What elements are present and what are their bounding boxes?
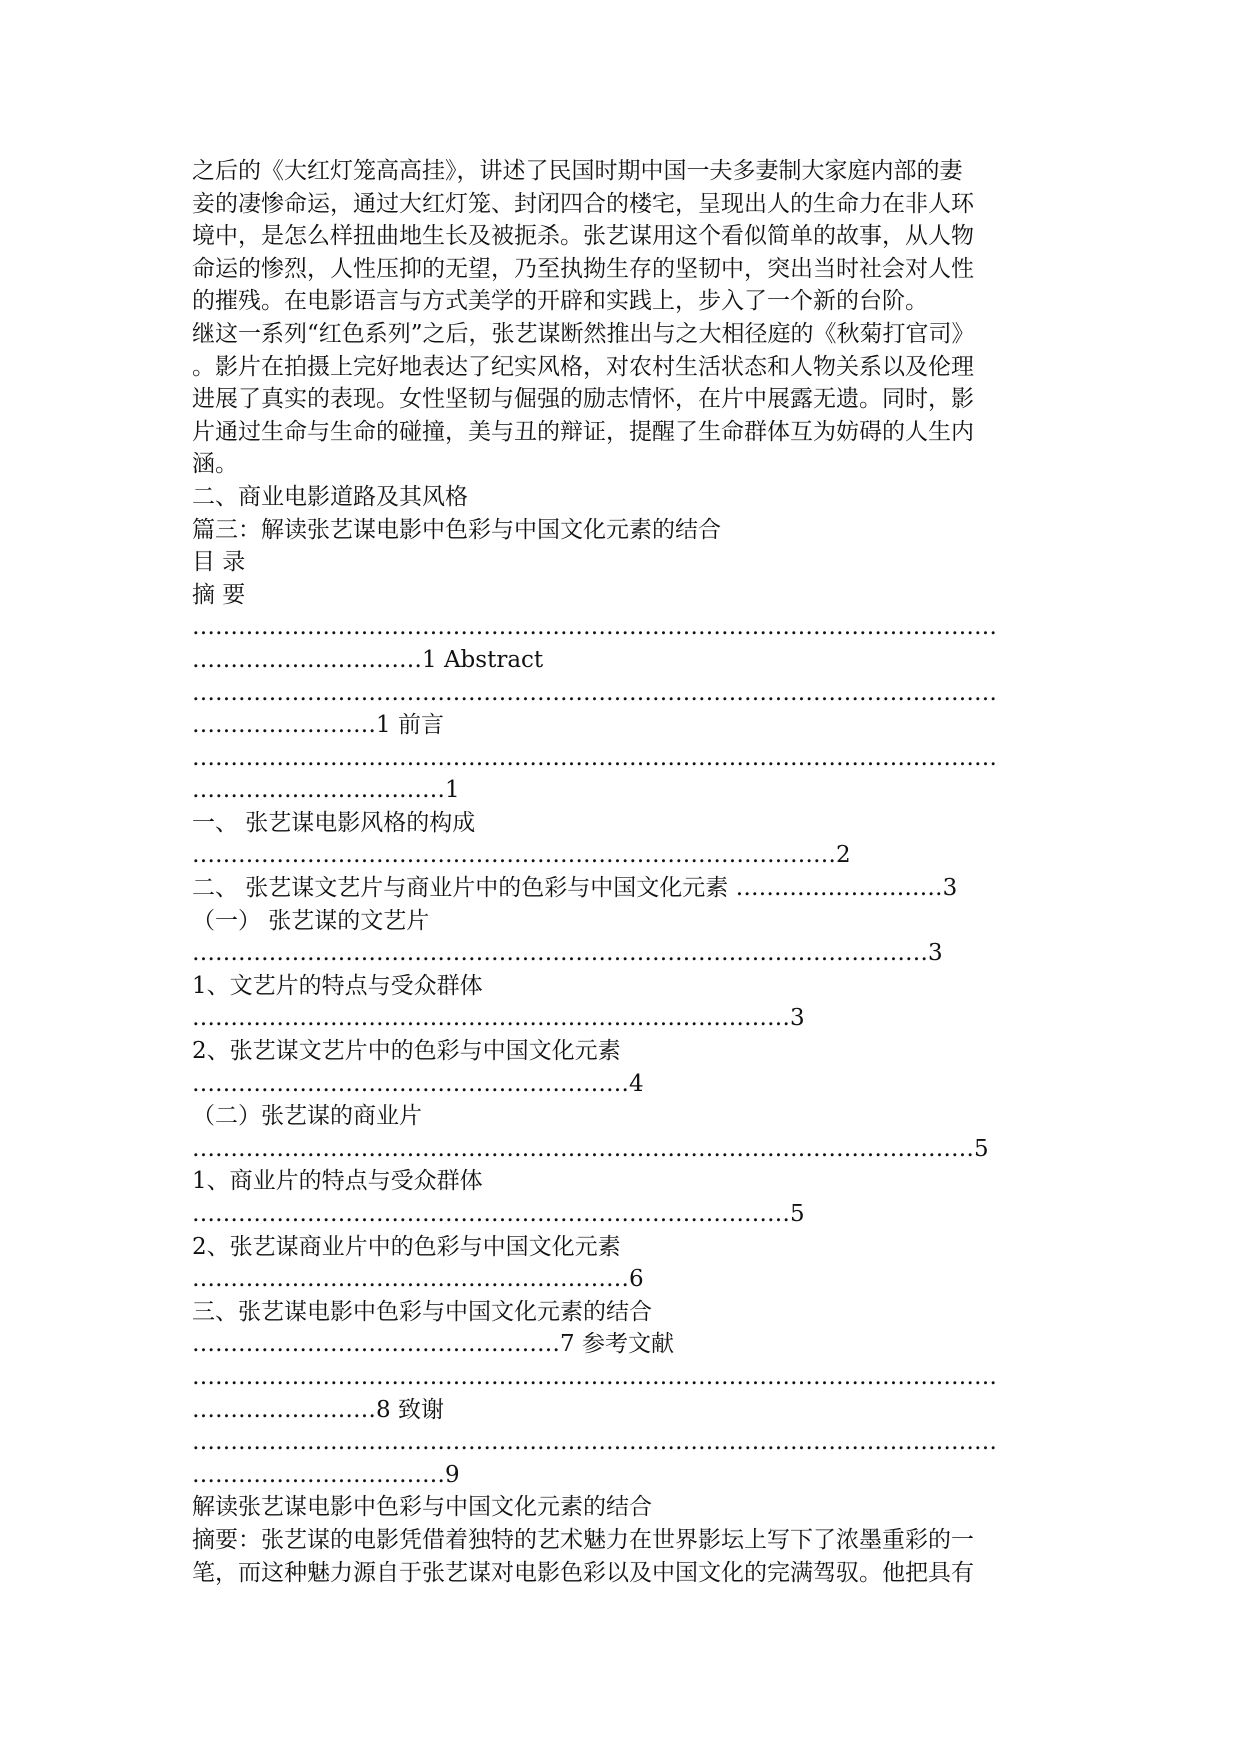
paragraph-line: 进展了真实的表现。女性坚韧与倔强的励志情怀，在片中展露无遗。同时，影 (192, 386, 974, 413)
toc-entry: 1、商业片的特点与受众群体 (192, 1168, 483, 1195)
paragraph-line: 涵。 (192, 451, 238, 478)
toc-page-number: ……………………………1 (192, 777, 460, 804)
toc-leader: …………………………………………………………………………………………… (192, 679, 997, 706)
toc-leader: …………………………………………………………………………………………… (192, 614, 997, 641)
toc-leader: …………………………………………………………………………………………… (192, 1429, 997, 1456)
toc-entry-acknowledgements: ……………………8 致谢 (192, 1396, 444, 1423)
toc-leader: ……………………………………………………………………5 (192, 1201, 805, 1227)
toc-entry-abstract-cn: 摘 要 (192, 581, 246, 608)
toc-leader: …………………………………………………………………………2 (192, 842, 851, 869)
toc-entry: 一、 张艺谋电影风格的构成 (192, 809, 476, 836)
toc-leader: ……………………………………………………………………………………3 (192, 940, 943, 967)
toc-entry: （一） 张艺谋的文艺片 (192, 907, 430, 934)
toc-leader: …………………………………………………………………………………………5 (192, 1135, 989, 1162)
toc-entry: 三、张艺谋电影中色彩与中国文化元素的结合 (192, 1298, 652, 1325)
paper-title: 解读张艺谋电影中色彩与中国文化元素的结合 (192, 1494, 652, 1521)
paragraph-line: 之后的《大红灯笼高高挂》，讲述了民国时期中国一夫多妻制大家庭内部的妻 (192, 158, 963, 184)
article-title: 篇三：解读张艺谋电影中色彩与中国文化元素的结合 (192, 516, 721, 543)
paragraph-line: 片通过生命与生命的碰撞，美与丑的辩证，提醒了生命群体互为妨碍的人生内 (192, 418, 974, 445)
paragraph-line: 。影片在拍摄上完好地表达了纪实风格，对农村生活状态和人物关系以及伦理 (192, 353, 974, 380)
paragraph-line: 境中，是怎么样扭曲地生长及被扼杀。张艺谋用这个看似简单的故事，从人物 (192, 223, 974, 250)
toc-leader: …………………………………………………6 (192, 1266, 644, 1293)
paragraph-line: 妾的凄惨命运，通过大红灯笼、封闭四合的楼宅，呈现出人的生命力在非人环 (192, 190, 974, 217)
abstract-line: 笔，而这种魅力源自于张艺谋对电影色彩以及中国文化的完满驾驭。他把具有 (192, 1559, 974, 1586)
paragraph-line: 命运的惨烈，人性压抑的无望，乃至执拗生存的坚韧中，突出当时社会对人性 (192, 255, 974, 282)
paragraph-line: 继这一系列“红色系列”之后，张艺谋断然推出与之大相径庭的《秋菊打官司》 (192, 320, 975, 347)
toc-entry: 2、张艺谋文艺片中的色彩与中国文化元素 (192, 1038, 621, 1065)
toc-page-number: ……………………………9 (192, 1461, 460, 1488)
document-page (192, 155, 1052, 1589)
toc-entry-preface: ……………………1 前言 (192, 712, 444, 739)
toc-heading: 目 录 (192, 549, 246, 576)
toc-entry: 2、张艺谋商业片中的色彩与中国文化元素 (192, 1233, 621, 1260)
paragraph-line: 的摧残。在电影语言与方式美学的开辟和实践上，步入了一个新的台阶。 (192, 288, 928, 315)
toc-entry-references: …………………………………………7 参考文献 (192, 1331, 674, 1358)
abstract-line: 摘要：张艺谋的电影凭借着独特的艺术魅力在世界影坛上写下了浓墨重彩的一 (192, 1526, 974, 1553)
toc-entry: 1、文艺片的特点与受众群体 (192, 972, 483, 999)
toc-leader: …………………………………………………4 (192, 1070, 644, 1097)
section-heading: 二、商业电影道路及其风格 (192, 483, 468, 510)
toc-leader: ……………………………………………………………………3 (192, 1005, 805, 1032)
toc-entry-abstract: …………………………1 Abstract (192, 646, 544, 673)
toc-entry: （二）张艺谋的商业片 (192, 1103, 422, 1130)
toc-leader: …………………………………………………………………………………………… (192, 1363, 997, 1390)
toc-leader: …………………………………………………………………………………………… (192, 744, 997, 771)
toc-entry: 二、 张艺谋文艺片与商业片中的色彩与中国文化元素 ………………………3 (192, 875, 958, 902)
